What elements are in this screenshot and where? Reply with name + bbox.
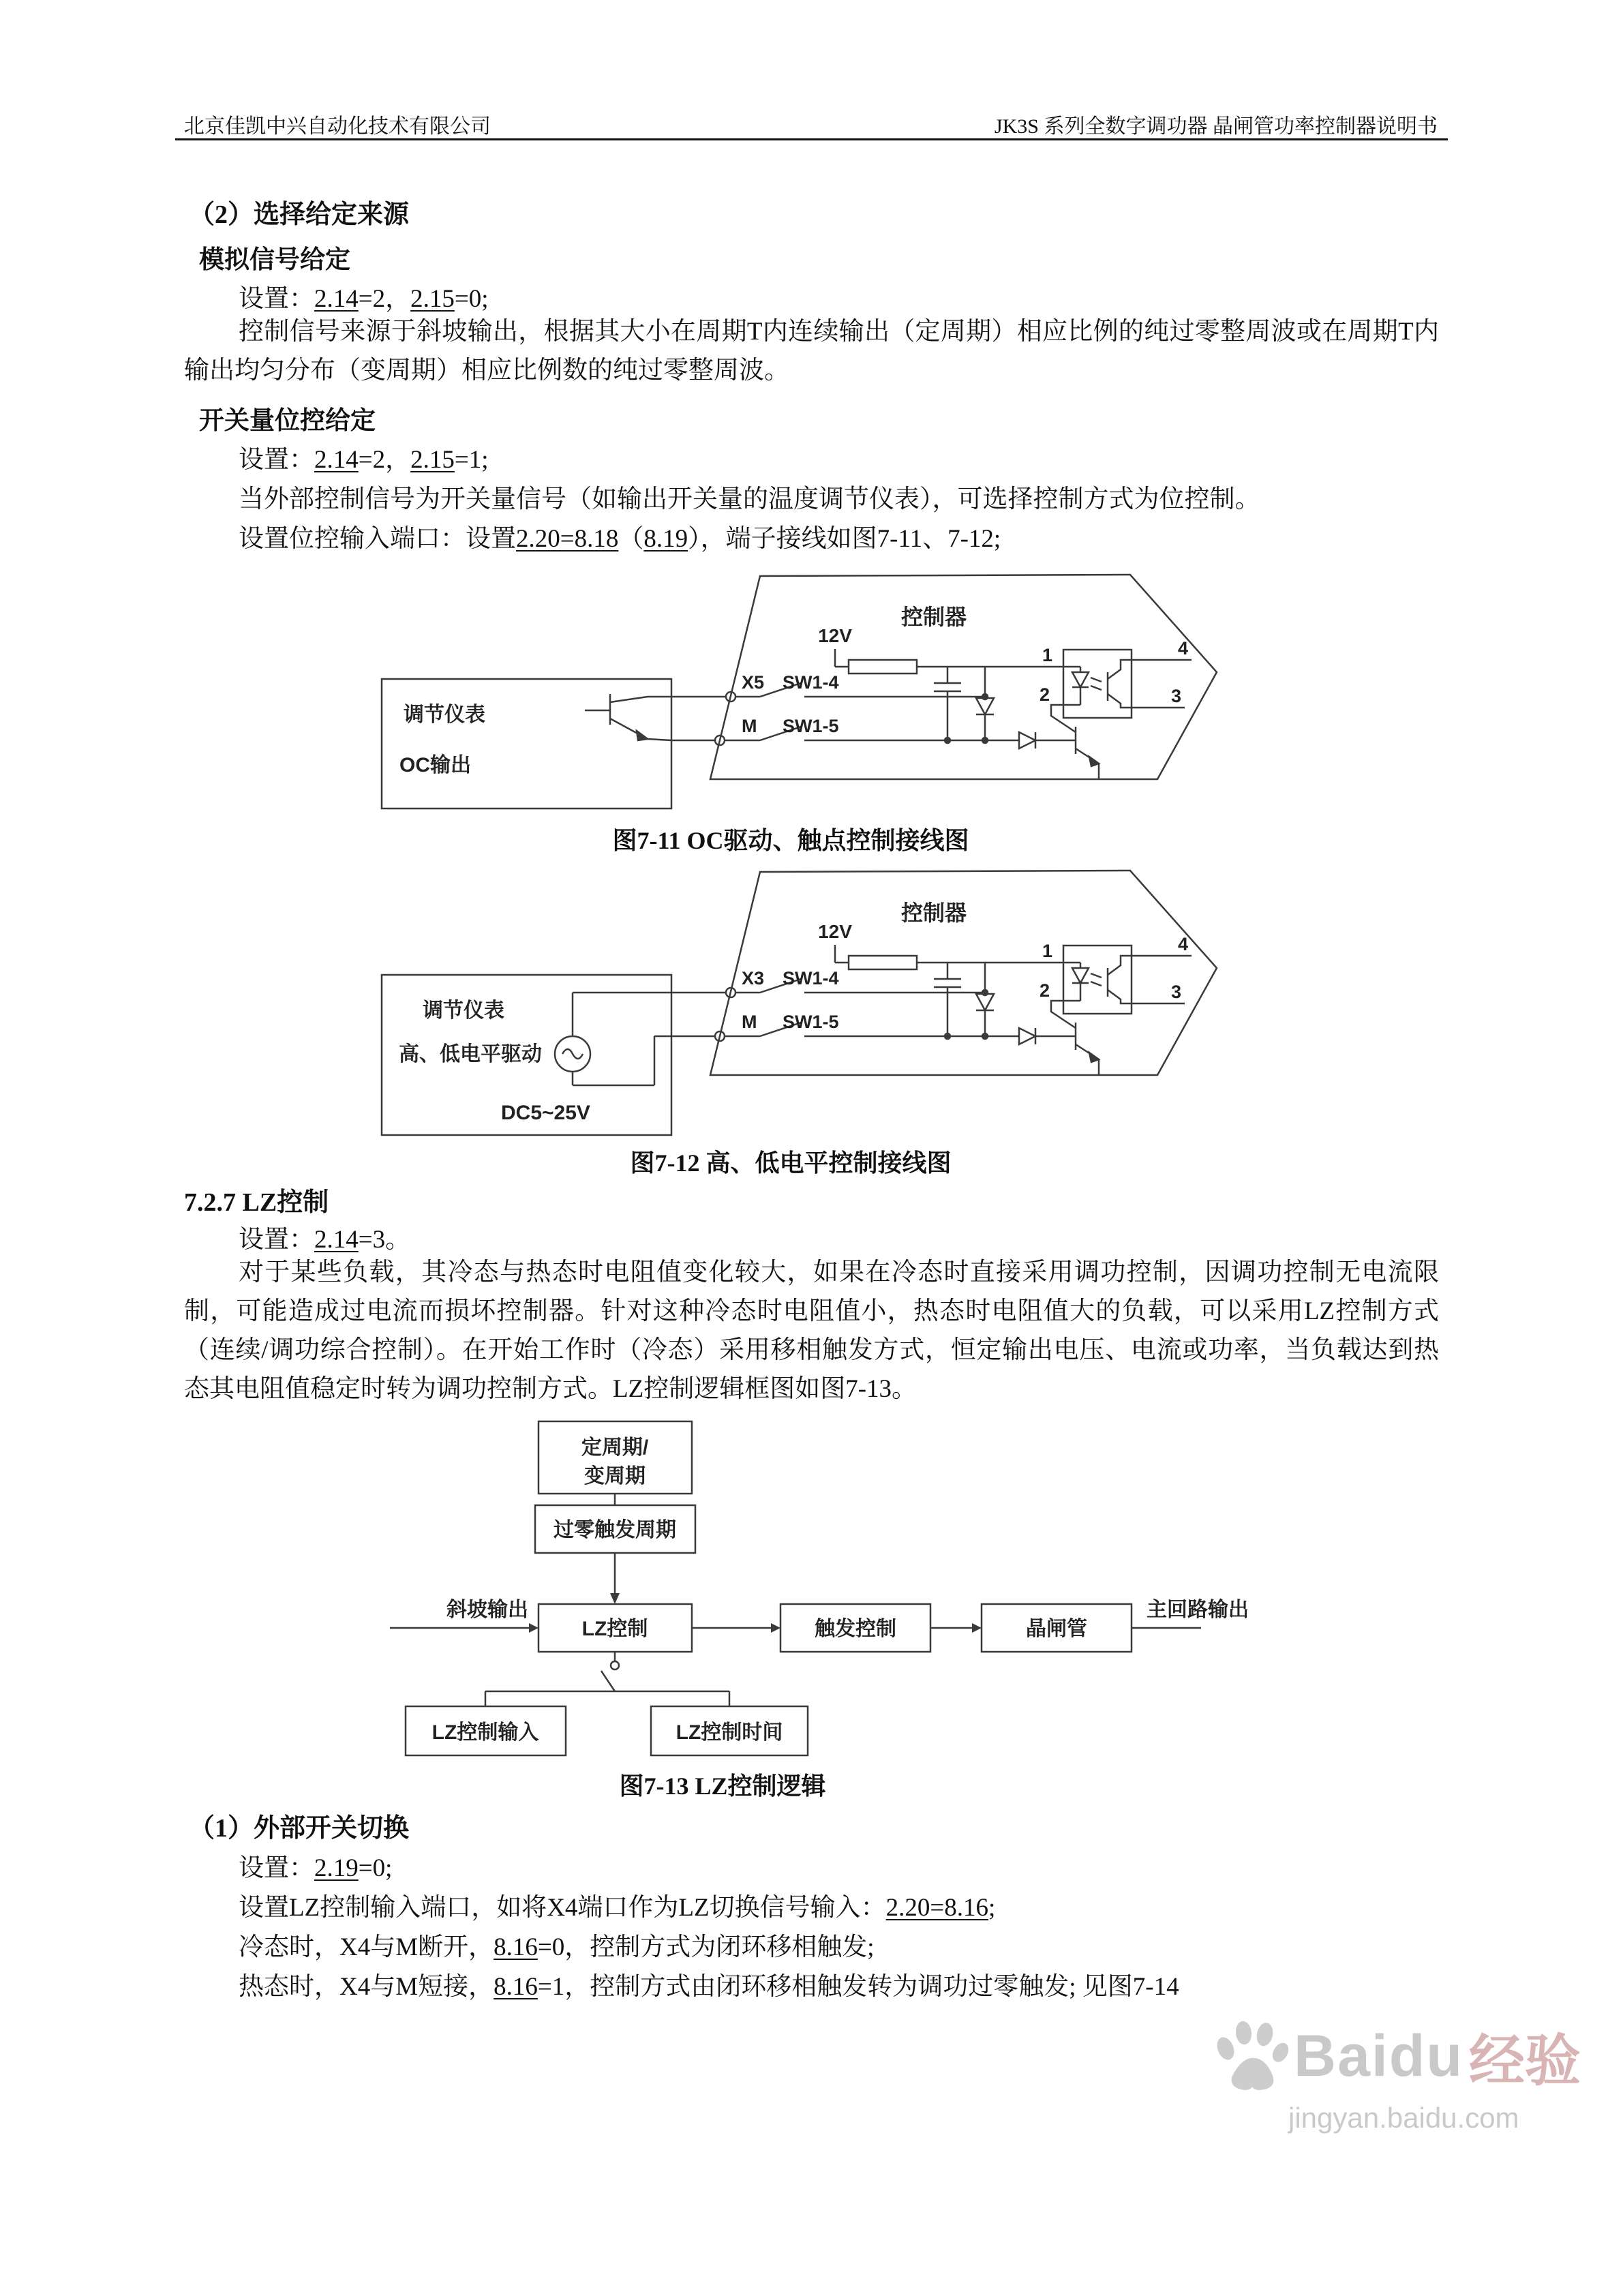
param-ref: 2.15: [410, 285, 455, 313]
text-segment: 设置：: [239, 1854, 314, 1882]
label-drive: 高、低电平驱动: [399, 1043, 542, 1066]
switch-pos-port-line: [239, 519, 1001, 558]
baidu-jingyan-watermark: [1210, 2016, 1581, 2134]
label-controller: 控制器: [900, 901, 967, 925]
watermark-url: jingyan.baidu.com: [1288, 2102, 1519, 2134]
label-x-terminal: X3: [742, 968, 765, 988]
text-segment: =1;: [454, 446, 489, 474]
text-segment: 设置LZ控制输入端口，如将X4端口作为LZ切换信号输入：: [239, 1894, 886, 1922]
switch-pos-paragraph: 当外部控制信号为开关量信号（如输出开关量的温度调节仪表），可选择控制方式为位控制。: [239, 485, 1260, 513]
ext-hot-line: [239, 1967, 1179, 2006]
baidu-paw-icon: [1210, 2017, 1288, 2096]
figure-7-12: [368, 854, 1227, 1140]
text-segment: =0;: [358, 1854, 393, 1882]
text-segment: =0;: [454, 285, 489, 313]
text-segment: =2，: [358, 446, 411, 474]
optocoupler: [1063, 650, 1192, 718]
ext-port-line: [239, 1888, 995, 1927]
figure-7-13-diagram: [389, 1415, 1275, 1759]
label-instrument: 调节仪表: [423, 999, 504, 1022]
label-period-line2: 变周期: [584, 1465, 646, 1487]
label-controller: 控制器: [900, 605, 967, 629]
text-segment: 冷态时，X4与M断开，: [239, 1933, 494, 1961]
figure-7-13: [389, 1415, 1275, 1759]
param-ref: 2.20=8.18: [516, 525, 619, 553]
label-pin2: 2: [1039, 980, 1050, 1001]
ext-cold-line: [239, 1928, 875, 1967]
text-segment: =0，控制方式为闭环移相触发;: [537, 1933, 875, 1961]
section-2-title: （2）选择给定来源: [189, 200, 410, 229]
figure-7-13-labels: [432, 1436, 1249, 1744]
figure-7-12-diagram: [368, 854, 1227, 1140]
label-thyristor: 晶闸管: [1026, 1618, 1087, 1640]
param-ref: 2.20=8.16: [885, 1894, 988, 1922]
ext-setting-line: [239, 1849, 392, 1888]
optocoupler: [1063, 946, 1192, 1014]
header-doc-title: JK3S 系列全数字调功器 晶闸管功率控制器说明书: [994, 115, 1438, 138]
text-segment: 设置：: [239, 1226, 314, 1254]
label-12v: 12V: [818, 921, 852, 942]
lz-paragraph: 对于某些负载，其冷态与热态时电阻值变化较大，如果在冷态时直接采用调功控制，因调功控制无电流限制，可能造成过电流而损坏控制器。针对这种冷态时电阻值小，热态时电阻值大的负载，可以采用LZ控制方式（连续/调功综合控制）。在开始工作时（冷态）采用移相触发方式，恒定输出电压、电流或功率，当负载达到热态其电阻值稳定时转为调功控制方式。LZ控制逻辑框图如图7-13。: [184, 1258, 1439, 1403]
label-lz-time: LZ控制时间: [676, 1721, 783, 1744]
header-rule: [175, 138, 1448, 140]
label-m-terminal: M: [742, 1012, 757, 1032]
param-ref: 8.16: [494, 1973, 538, 2001]
circuit-wires: [671, 945, 1099, 1075]
figure-7-11-diagram: [368, 558, 1227, 827]
label-pin3: 3: [1171, 686, 1182, 706]
switch-pos-subtitle: 开关量位控给定: [199, 407, 376, 435]
watermark-brand-cn: 经验: [1468, 2030, 1581, 2092]
label-sw1-4: SW1-4: [783, 968, 839, 988]
switch-pos-setting-line: [239, 440, 489, 479]
block-outlines: [390, 1421, 1201, 1755]
analog-paragraph: 控制信号来源于斜坡输出，根据其大小在周期T内连续输出（定周期）相应比例的纯过零整周波或在周期T内输出均匀分布（变周期）相应比例数的纯过零整周波。: [184, 318, 1439, 384]
figure-7-11-labels: [399, 605, 1188, 776]
label-instrument: 调节仪表: [404, 704, 485, 726]
text-segment: =2，: [358, 285, 411, 313]
param-ref: 2.14: [314, 285, 359, 313]
label-12v: 12V: [818, 625, 852, 646]
param-ref: 2.14: [314, 1226, 359, 1254]
figure-7-12-caption: 图7-12 高、低电平控制接线图: [630, 1149, 952, 1177]
ext-switch-title: （1）外部开关切换: [189, 1814, 410, 1843]
label-lz-control: LZ控制: [581, 1618, 648, 1640]
text-segment: ;: [988, 1894, 996, 1922]
label-voltage: DC5~25V: [501, 1102, 590, 1124]
text-segment: =1，控制方式由闭环移相触发转为调功过零触发; 见图7-14: [537, 1973, 1179, 2001]
header-company: 北京佳凯中兴自动化技术有限公司: [184, 115, 491, 138]
text-segment: 设置：: [239, 285, 314, 313]
param-ref: 2.19: [314, 1854, 359, 1882]
label-pin2: 2: [1039, 684, 1050, 705]
text-segment: （: [618, 525, 644, 553]
param-ref: 2.14: [314, 446, 359, 474]
label-period-line1: 定周期/: [581, 1436, 649, 1459]
section-727-title: 7.2.7 LZ控制: [184, 1188, 329, 1217]
label-sw1-5: SW1-5: [783, 716, 839, 736]
label-pin4: 4: [1178, 934, 1189, 954]
circuit-wires: [671, 649, 1099, 779]
figure-7-11: [368, 558, 1227, 827]
label-m-terminal: M: [742, 716, 757, 736]
watermark-brand: Baidu: [1294, 2023, 1463, 2089]
text-segment: =3。: [358, 1226, 411, 1254]
label-x-terminal: X5: [742, 672, 765, 693]
label-pin3: 3: [1171, 982, 1182, 1002]
label-pin4: 4: [1178, 638, 1189, 659]
figure-7-12-labels: [399, 901, 1188, 1124]
figure-7-13-caption: 图7-13 LZ控制逻辑: [619, 1772, 826, 1800]
label-trigger-control: 触发控制: [815, 1618, 896, 1640]
text-segment: 设置位控输入端口：设置: [239, 525, 516, 553]
text-segment: 设置：: [239, 446, 314, 474]
figure-7-11-caption: 图7-11 OC驱动、触点控制接线图: [612, 827, 969, 854]
label-ramp-output: 斜坡输出: [446, 1599, 528, 1621]
label-oc-output: OC输出: [399, 754, 471, 776]
label-sw1-4: SW1-4: [783, 672, 839, 693]
param-ref: 8.19: [643, 525, 688, 553]
instrument-box: [382, 679, 671, 809]
label-lz-input: LZ控制输入: [431, 1721, 539, 1744]
label-sw1-5: SW1-5: [783, 1012, 839, 1032]
label-pin1: 1: [1042, 645, 1052, 665]
analog-subtitle: 模拟信号给定: [199, 246, 350, 274]
text-segment: 热态时，X4与M短接，: [239, 1973, 494, 2001]
param-ref: 2.15: [410, 446, 455, 474]
label-pin1: 1: [1042, 941, 1052, 961]
label-zero-cross: 过零触发周期: [553, 1519, 676, 1541]
param-ref: 8.16: [494, 1933, 538, 1961]
label-main-output: 主回路输出: [1147, 1599, 1249, 1621]
text-segment: ），端子接线如图7-11、7-12;: [688, 525, 1001, 553]
watermark-row: [1210, 2016, 1581, 2096]
